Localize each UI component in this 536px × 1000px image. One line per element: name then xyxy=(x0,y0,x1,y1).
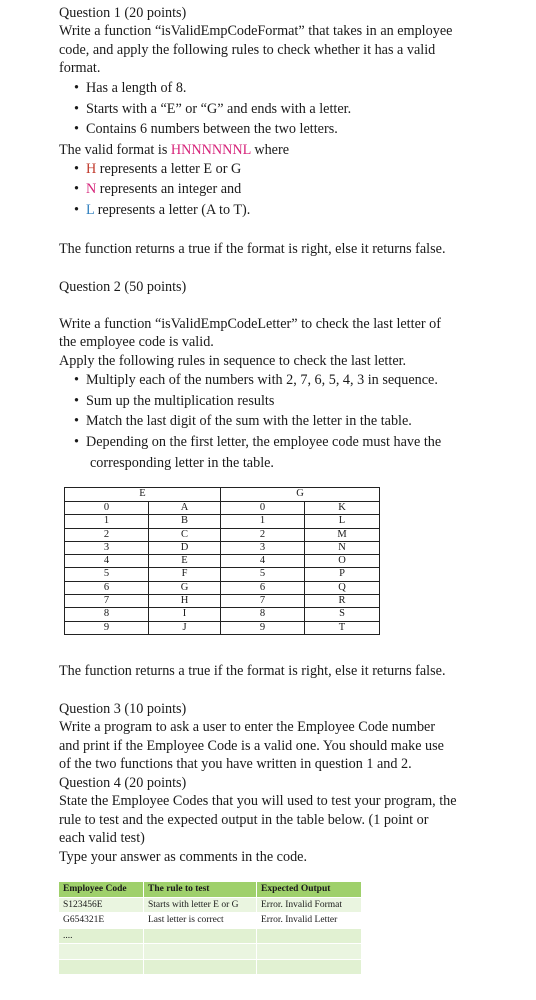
legend-text: represents a letter E or G xyxy=(96,161,242,177)
q1-intro-line: code, and apply the following rules to check whether it has a valid xyxy=(59,41,436,58)
table-cell: T xyxy=(305,621,380,634)
table-cell: B xyxy=(149,515,221,528)
table-cell: G654321E xyxy=(59,913,144,929)
q2-title: Question 2 (50 points) xyxy=(59,279,187,295)
table-cell: Error. Invalid Format xyxy=(257,897,362,913)
list-item: • Depending on the first letter, the employee code must have the xyxy=(74,432,441,453)
table-cell: 7 xyxy=(65,595,149,608)
q1-intro-line: Write a function “isValidEmpCodeFormat” that takes in an employee xyxy=(59,23,453,40)
table-cell: 4 xyxy=(221,555,305,568)
table-cell: 8 xyxy=(65,608,149,621)
q2-intro-line: Write a function “isValidEmpCodeLetter” to check the last letter of xyxy=(59,316,441,332)
table-cell: 0 xyxy=(65,502,149,515)
table-cell xyxy=(144,944,257,960)
table-cell xyxy=(59,959,144,975)
table-cell: 6 xyxy=(221,581,305,594)
table-cell xyxy=(59,944,144,960)
table-cell: 1 xyxy=(65,515,149,528)
table-cell: 6 xyxy=(65,581,149,594)
q2-steps-list xyxy=(74,370,441,452)
table-row xyxy=(65,581,380,594)
format-prefix: The valid format is xyxy=(59,142,171,158)
list-item: • Multiply each of the numbers with 2, 7, 6, 5, 4, 3 in sequence. xyxy=(74,370,441,391)
table-cell: M xyxy=(305,528,380,541)
table-cell xyxy=(144,928,257,944)
list-item xyxy=(74,200,250,220)
q1-intro-line: format. xyxy=(59,60,101,77)
column-header: The rule to test xyxy=(144,882,257,897)
table-row xyxy=(59,959,361,975)
q4-body-line: Type your answer as comments in the code. xyxy=(59,848,308,865)
table-cell: Last letter is correct xyxy=(144,913,257,929)
q2-block xyxy=(59,315,519,370)
table-row xyxy=(65,595,380,608)
table-header-g: G xyxy=(221,488,380,502)
table-row xyxy=(65,502,380,515)
table-row xyxy=(59,897,361,913)
format-suffix: where xyxy=(250,142,289,158)
table-header-row xyxy=(65,488,380,502)
table-row xyxy=(65,568,380,581)
table-cell: E xyxy=(149,555,221,568)
table-cell xyxy=(144,959,257,975)
table-cell: C xyxy=(149,528,221,541)
table-row xyxy=(59,913,361,929)
table-cell: S xyxy=(305,608,380,621)
table-cell: S123456E xyxy=(59,897,144,913)
list-item: • Starts with a “E” or “G” and ends with a letter. xyxy=(74,99,351,120)
table-cell: P xyxy=(305,568,380,581)
table-cell: J xyxy=(149,621,221,634)
table-cell: 0 xyxy=(221,502,305,515)
table-cell: H xyxy=(149,595,221,608)
table-cell: 1 xyxy=(221,515,305,528)
list-item xyxy=(74,179,250,199)
table-cell: G xyxy=(149,581,221,594)
q1-rules-list xyxy=(74,78,351,140)
q4-body-line: State the Employee Codes that you will used to test your program, the xyxy=(59,793,457,810)
q1-format-line xyxy=(59,141,519,159)
table-cell: A xyxy=(149,502,221,515)
table-row xyxy=(65,608,380,621)
table-cell: 5 xyxy=(65,568,149,581)
q3-body-line: of the two functions that you have written in question 1 and 2. xyxy=(59,756,412,773)
legend-letter: N xyxy=(86,181,97,198)
legend-letter: L xyxy=(86,201,95,218)
table-header-row xyxy=(59,882,361,897)
table-cell: 3 xyxy=(65,541,149,554)
column-header: Employee Code xyxy=(59,882,144,897)
q2-step-continuation: corresponding letter in the table. xyxy=(90,455,274,471)
list-item: • Match the last digit of the sum with the letter in the table. xyxy=(74,411,441,432)
q1-block xyxy=(59,4,519,78)
table-row xyxy=(65,555,380,568)
table-cell: Q xyxy=(305,581,380,594)
table-cell: Starts with letter E or G xyxy=(144,897,257,913)
table-cell: 3 xyxy=(221,541,305,554)
list-item: • Has a length of 8. xyxy=(74,78,351,99)
table-cell: O xyxy=(305,555,380,568)
column-header: Expected Output xyxy=(257,882,362,897)
table-cell: 9 xyxy=(65,621,149,634)
table-cell: L xyxy=(305,515,380,528)
table-row xyxy=(59,928,361,944)
table-row xyxy=(65,528,380,541)
table-row xyxy=(65,621,380,634)
table-row xyxy=(65,515,380,528)
q3-body-line: Write a program to ask a user to enter the Employee Code number xyxy=(59,719,436,736)
legend-text: represents an integer and xyxy=(96,181,242,198)
q1-legend-list xyxy=(74,159,250,220)
table-cell: 5 xyxy=(221,568,305,581)
q2-closing: The function returns a true if the format is right, else it returns false. xyxy=(59,663,446,679)
q3-body-line: and print if the Employee Code is a valid one. You should make use xyxy=(59,737,444,754)
table-header-e: E xyxy=(65,488,221,502)
format-code: HNNNNNNL xyxy=(170,142,251,158)
table-cell xyxy=(257,944,362,960)
table-cell: 7 xyxy=(221,595,305,608)
q4-title: Question 4 (20 points) xyxy=(59,775,187,791)
table-cell: Error. Invalid Letter xyxy=(257,913,362,929)
q4-block xyxy=(59,774,519,866)
q3-block xyxy=(59,700,519,774)
q3-title: Question 3 (10 points) xyxy=(59,701,187,717)
table-cell: I xyxy=(149,608,221,621)
table-cell: 8 xyxy=(221,608,305,621)
test-cases-table xyxy=(59,882,361,975)
q4-body-line: rule to test and the expected output in the table below. (1 point or xyxy=(59,811,429,828)
table-cell: 4 xyxy=(65,555,149,568)
table-cell: 9 xyxy=(221,621,305,634)
legend-text: represents a letter (A to T). xyxy=(94,201,251,218)
list-item: • Contains 6 numbers between the two letters. xyxy=(74,119,351,140)
q2-intro-line: the employee code is valid. xyxy=(59,334,214,351)
list-item: • Sum up the multiplication results xyxy=(74,391,441,412)
q4-body-line: each valid test) xyxy=(59,830,145,847)
table-cell xyxy=(257,928,362,944)
table-cell: R xyxy=(305,595,380,608)
q1-closing: The function returns a true if the format is right, else it returns false. xyxy=(59,241,446,257)
table-row xyxy=(65,541,380,554)
table-cell: D xyxy=(149,541,221,554)
table-cell: F xyxy=(149,568,221,581)
q1-title: Question 1 (20 points) xyxy=(59,5,187,21)
legend-letter: H xyxy=(86,161,97,177)
q2-intro-line: Apply the following rules in sequence to check the last letter. xyxy=(59,352,407,369)
list-item xyxy=(74,159,250,179)
table-cell: N xyxy=(305,541,380,554)
table-cell: 2 xyxy=(221,528,305,541)
table-cell: .... xyxy=(59,928,144,944)
letter-lookup-table xyxy=(64,487,380,635)
table-cell: K xyxy=(305,502,380,515)
table-cell xyxy=(257,959,362,975)
table-row xyxy=(59,944,361,960)
table-cell: 2 xyxy=(65,528,149,541)
